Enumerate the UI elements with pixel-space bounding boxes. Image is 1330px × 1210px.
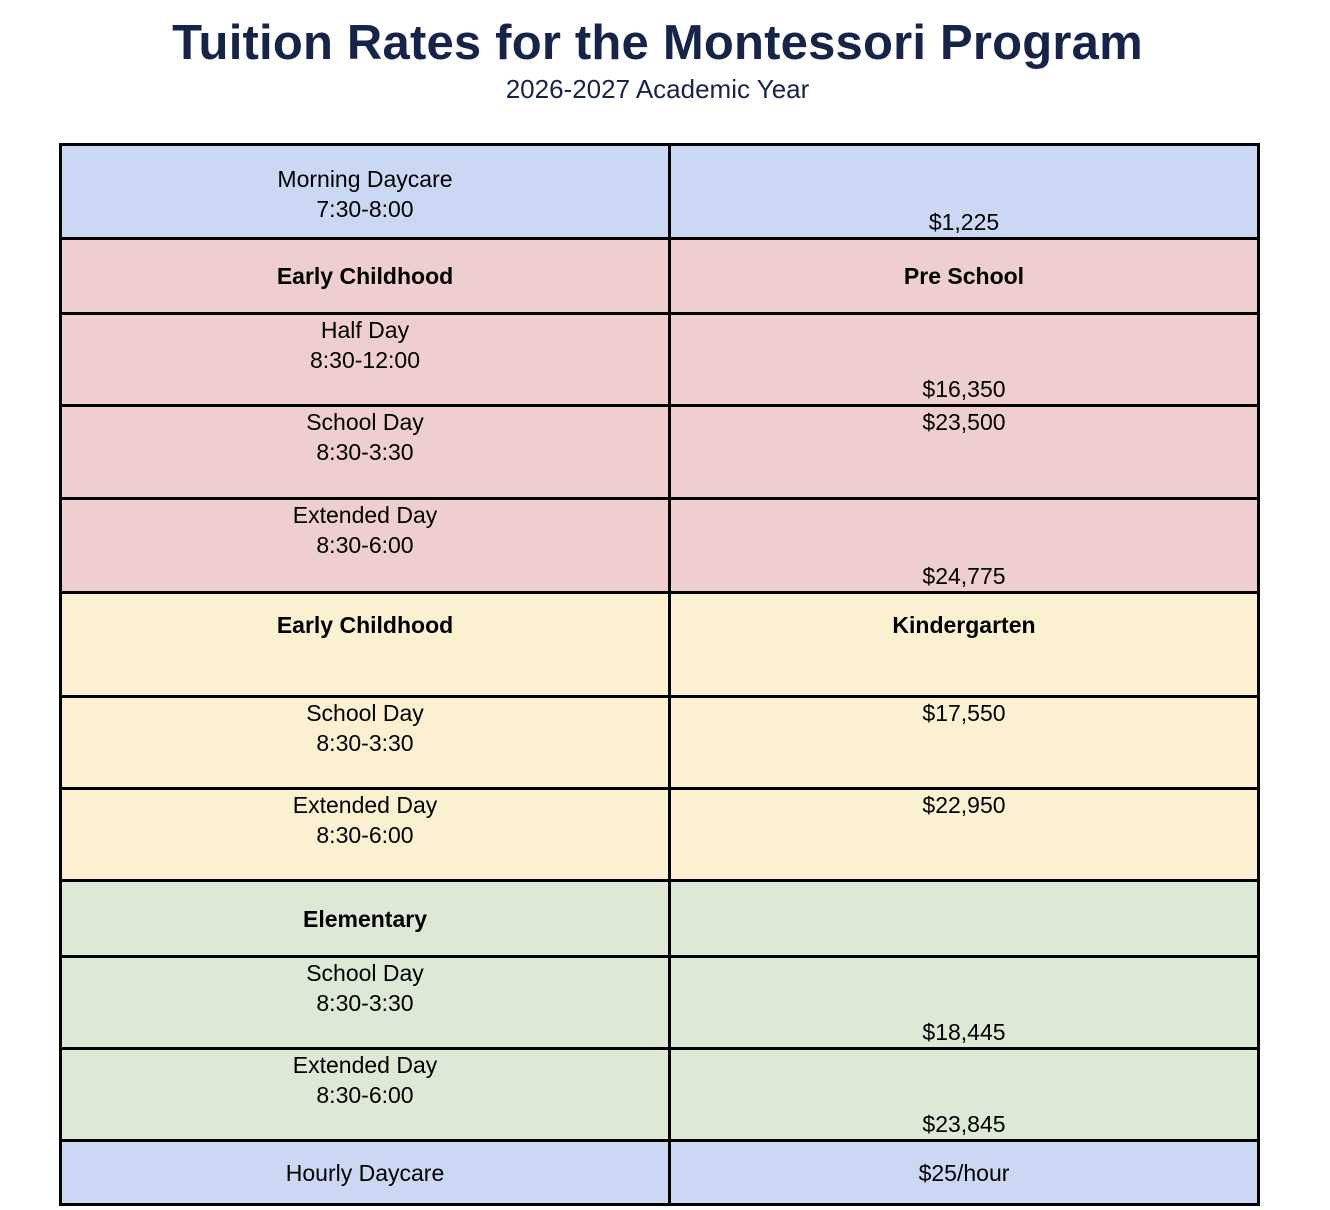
table-row: [61, 406, 1259, 499]
price-cell: $17,550: [670, 697, 1259, 789]
section-row: [61, 593, 1259, 697]
page-header: [0, 0, 1315, 104]
program-cell: [61, 1049, 670, 1141]
program-time: 8:30-6:00: [316, 1082, 414, 1108]
section-row: [61, 239, 1259, 314]
program-label: School Day: [306, 960, 424, 986]
price-cell: $23,845: [670, 1049, 1259, 1141]
table-row: [61, 1049, 1259, 1141]
page-title: Tuition Rates for the Montessori Program: [172, 16, 1143, 70]
section-subtitle: [670, 881, 1259, 957]
price-cell: $1,225: [670, 145, 1259, 239]
price-cell: $23,500: [670, 406, 1259, 499]
section-title: Early Childhood: [61, 239, 670, 314]
program-cell: [61, 406, 670, 499]
program-cell: [61, 145, 670, 239]
price-cell: $24,775: [670, 499, 1259, 593]
program-cell: [61, 789, 670, 881]
program-label: School Day: [306, 700, 424, 726]
program-label: School Day: [306, 409, 424, 435]
table-row: [61, 314, 1259, 406]
section-title: Elementary: [61, 881, 670, 957]
section-title: Early Childhood: [61, 593, 670, 697]
page-subtitle: 2026-2027 Academic Year: [505, 74, 810, 104]
program-time: 7:30-8:00: [316, 196, 414, 222]
table-row: [61, 1141, 1259, 1205]
program-label: Half Day: [320, 317, 410, 343]
table-row: [61, 499, 1259, 593]
program-label: Extended Day: [292, 1052, 438, 1078]
program-label: Extended Day: [292, 792, 438, 818]
program-time: 8:30-3:30: [316, 990, 414, 1016]
program-label: Hourly Daycare: [61, 1141, 670, 1205]
price-cell: $25/hour: [670, 1141, 1259, 1205]
program-time: 8:30-3:30: [316, 439, 414, 465]
price-cell: $22,950: [670, 789, 1259, 881]
program-time: 8:30-6:00: [316, 822, 414, 848]
section-subtitle: Pre School: [670, 239, 1259, 314]
price-cell: $18,445: [670, 957, 1259, 1049]
program-cell: [61, 697, 670, 789]
tuition-table: [59, 143, 1260, 1206]
section-row: [61, 881, 1259, 957]
program-cell: [61, 957, 670, 1049]
program-time: 8:30-6:00: [316, 532, 414, 558]
program-cell: [61, 499, 670, 593]
table-row: [61, 697, 1259, 789]
price-cell: $16,350: [670, 314, 1259, 406]
program-time: 8:30-12:00: [310, 347, 420, 373]
program-label: Morning Daycare: [277, 166, 453, 192]
program-cell: [61, 314, 670, 406]
program-time: 8:30-3:30: [316, 730, 414, 756]
table-row: [61, 789, 1259, 881]
section-subtitle: Kindergarten: [670, 593, 1259, 697]
program-label: Extended Day: [292, 502, 438, 528]
table-row: [61, 145, 1259, 239]
table-row: [61, 957, 1259, 1049]
